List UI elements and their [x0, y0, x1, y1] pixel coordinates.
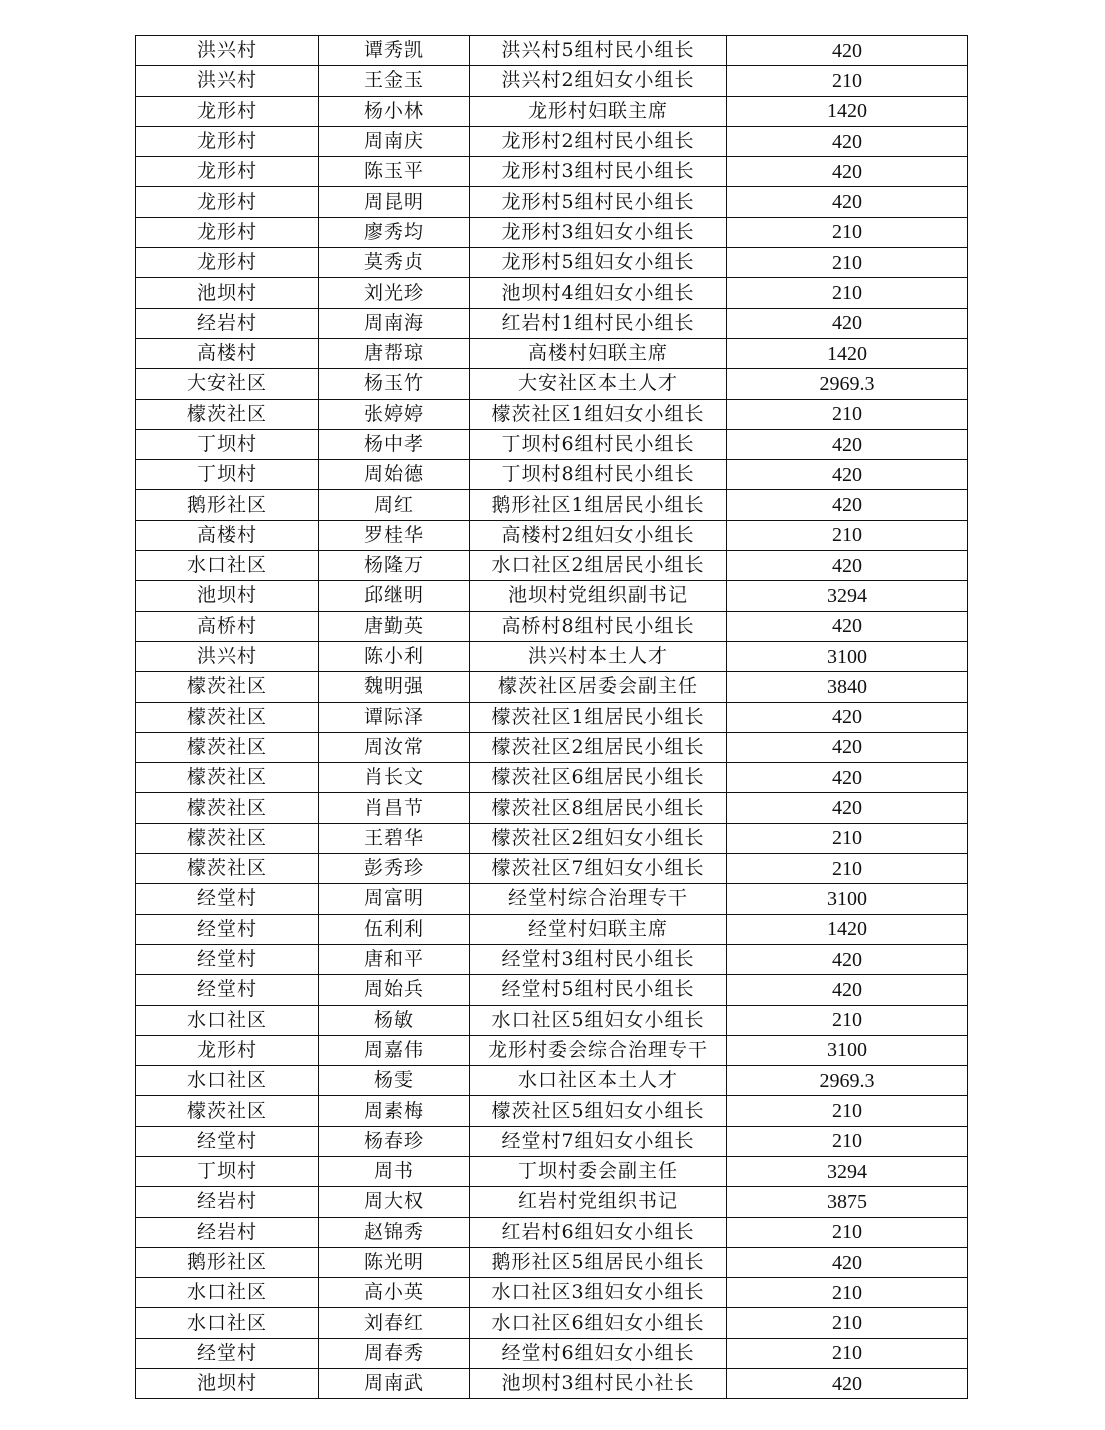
table-row	[136, 763, 968, 793]
cell-amount: 420	[727, 611, 968, 641]
cell-amount: 420	[727, 793, 968, 823]
table-row	[136, 914, 968, 944]
cell-name: 陈光明	[319, 1247, 470, 1277]
cell-name: 杨中孝	[319, 429, 470, 459]
table-row	[136, 1187, 968, 1217]
cell-position: 池坝村4组妇女小组长	[470, 278, 727, 308]
cell-amount: 3100	[727, 1035, 968, 1065]
table-row	[136, 884, 968, 914]
cell-unit: 经岩村	[136, 1217, 319, 1247]
table-row	[136, 1066, 968, 1096]
cell-amount: 420	[727, 36, 968, 66]
cell-name: 廖秀均	[319, 217, 470, 247]
table-row	[136, 187, 968, 217]
cell-name: 彭秀珍	[319, 854, 470, 884]
cell-name: 杨春珍	[319, 1126, 470, 1156]
cell-unit: 经堂村	[136, 975, 319, 1005]
cell-position: 檬茨社区2组妇女小组长	[470, 823, 727, 853]
cell-position: 洪兴村2组妇女小组长	[470, 66, 727, 96]
cell-unit: 池坝村	[136, 278, 319, 308]
cell-position: 檬茨社区1组妇女小组长	[470, 399, 727, 429]
cell-unit: 大安社区	[136, 369, 319, 399]
cell-amount: 2969.3	[727, 369, 968, 399]
cell-amount: 210	[727, 1005, 968, 1035]
table-row	[136, 641, 968, 671]
cell-position: 水口社区本土人才	[470, 1066, 727, 1096]
cell-amount: 3294	[727, 1156, 968, 1186]
cell-position: 丁坝村委会副主任	[470, 1156, 727, 1186]
cell-amount: 210	[727, 1126, 968, 1156]
cell-amount: 3100	[727, 641, 968, 671]
cell-unit: 檬茨社区	[136, 763, 319, 793]
table-row	[136, 823, 968, 853]
cell-name: 周书	[319, 1156, 470, 1186]
cell-unit: 经岩村	[136, 1187, 319, 1217]
cell-position: 红岩村党组织书记	[470, 1187, 727, 1217]
cell-unit: 丁坝村	[136, 460, 319, 490]
cell-amount: 210	[727, 1338, 968, 1368]
cell-unit: 龙形村	[136, 187, 319, 217]
table-row	[136, 520, 968, 550]
cell-position: 红岩村1组村民小组长	[470, 308, 727, 338]
cell-position: 经堂村妇联主席	[470, 914, 727, 944]
cell-amount: 1420	[727, 914, 968, 944]
cell-name: 刘光珍	[319, 278, 470, 308]
cell-unit: 高桥村	[136, 611, 319, 641]
cell-position: 龙形村妇联主席	[470, 96, 727, 126]
cell-unit: 高楼村	[136, 520, 319, 550]
cell-name: 周始兵	[319, 975, 470, 1005]
cell-amount: 420	[727, 157, 968, 187]
cell-amount: 210	[727, 823, 968, 853]
table-row	[136, 1035, 968, 1065]
cell-name: 周始德	[319, 460, 470, 490]
table-row	[136, 278, 968, 308]
cell-name: 陈小利	[319, 641, 470, 671]
cell-unit: 龙形村	[136, 1035, 319, 1065]
cell-amount: 420	[727, 429, 968, 459]
cell-name: 周昆明	[319, 187, 470, 217]
cell-unit: 龙形村	[136, 248, 319, 278]
table-row	[136, 308, 968, 338]
cell-amount: 420	[727, 460, 968, 490]
cell-amount: 1420	[727, 338, 968, 368]
cell-name: 杨隆万	[319, 551, 470, 581]
table-body	[136, 36, 968, 1399]
cell-position: 丁坝村8组村民小组长	[470, 460, 727, 490]
table-row	[136, 36, 968, 66]
cell-position: 经堂村5组村民小组长	[470, 975, 727, 1005]
cell-unit: 经堂村	[136, 884, 319, 914]
cell-amount: 2969.3	[727, 1066, 968, 1096]
cell-position: 高楼村妇联主席	[470, 338, 727, 368]
table-row	[136, 338, 968, 368]
cell-unit: 池坝村	[136, 581, 319, 611]
cell-unit: 洪兴村	[136, 641, 319, 671]
cell-unit: 高楼村	[136, 338, 319, 368]
cell-name: 唐和平	[319, 944, 470, 974]
cell-name: 周南武	[319, 1369, 470, 1399]
cell-position: 水口社区3组妇女小组长	[470, 1278, 727, 1308]
cell-position: 龙形村委会综合治理专干	[470, 1035, 727, 1065]
cell-position: 檬茨社区5组妇女小组长	[470, 1096, 727, 1126]
cell-position: 檬茨社区1组居民小组长	[470, 702, 727, 732]
cell-unit: 檬茨社区	[136, 1096, 319, 1126]
cell-name: 唐勤英	[319, 611, 470, 641]
table-row	[136, 126, 968, 156]
cell-name: 周汝常	[319, 732, 470, 762]
cell-amount: 420	[727, 944, 968, 974]
cell-name: 周春秀	[319, 1338, 470, 1368]
cell-unit: 水口社区	[136, 1308, 319, 1338]
cell-position: 水口社区5组妇女小组长	[470, 1005, 727, 1035]
cell-name: 邱继明	[319, 581, 470, 611]
cell-amount: 3100	[727, 884, 968, 914]
cell-unit: 檬茨社区	[136, 823, 319, 853]
table-row	[136, 1156, 968, 1186]
cell-name: 杨雯	[319, 1066, 470, 1096]
cell-unit: 檬茨社区	[136, 854, 319, 884]
cell-name: 周素梅	[319, 1096, 470, 1126]
cell-name: 赵锦秀	[319, 1217, 470, 1247]
cell-unit: 檬茨社区	[136, 672, 319, 702]
cell-position: 檬茨社区7组妇女小组长	[470, 854, 727, 884]
cell-unit: 水口社区	[136, 1066, 319, 1096]
cell-name: 张婷婷	[319, 399, 470, 429]
table-row	[136, 1338, 968, 1368]
table-row	[136, 1096, 968, 1126]
cell-amount: 3294	[727, 581, 968, 611]
cell-position: 檬茨社区6组居民小组长	[470, 763, 727, 793]
table-row	[136, 460, 968, 490]
cell-position: 经堂村6组妇女小组长	[470, 1338, 727, 1368]
cell-amount: 210	[727, 1308, 968, 1338]
cell-position: 龙形村2组村民小组长	[470, 126, 727, 156]
table-row	[136, 1005, 968, 1035]
table-row	[136, 66, 968, 96]
cell-name: 魏明强	[319, 672, 470, 702]
table-row	[136, 157, 968, 187]
cell-unit: 龙形村	[136, 217, 319, 247]
cell-amount: 3875	[727, 1187, 968, 1217]
cell-unit: 鹅形社区	[136, 490, 319, 520]
cell-name: 陈玉平	[319, 157, 470, 187]
cell-name: 王金玉	[319, 66, 470, 96]
cell-unit: 龙形村	[136, 96, 319, 126]
cell-unit: 经堂村	[136, 944, 319, 974]
table-row	[136, 975, 968, 1005]
cell-position: 高楼村2组妇女小组长	[470, 520, 727, 550]
cell-name: 刘春红	[319, 1308, 470, 1338]
cell-amount: 210	[727, 217, 968, 247]
cell-amount: 210	[727, 1278, 968, 1308]
table-row	[136, 490, 968, 520]
cell-position: 水口社区6组妇女小组长	[470, 1308, 727, 1338]
cell-amount: 210	[727, 278, 968, 308]
cell-unit: 檬茨社区	[136, 732, 319, 762]
cell-name: 谭际泽	[319, 702, 470, 732]
cell-amount: 210	[727, 1096, 968, 1126]
table-row	[136, 581, 968, 611]
cell-name: 罗桂华	[319, 520, 470, 550]
cell-amount: 420	[727, 490, 968, 520]
cell-position: 龙形村5组妇女小组长	[470, 248, 727, 278]
cell-amount: 1420	[727, 96, 968, 126]
cell-amount: 210	[727, 854, 968, 884]
cell-name: 周富明	[319, 884, 470, 914]
cell-name: 杨敏	[319, 1005, 470, 1035]
cell-name: 莫秀贞	[319, 248, 470, 278]
table-row	[136, 732, 968, 762]
table-row	[136, 672, 968, 702]
table-row	[136, 96, 968, 126]
cell-amount: 210	[727, 520, 968, 550]
cell-position: 洪兴村本土人才	[470, 641, 727, 671]
cell-unit: 经堂村	[136, 1126, 319, 1156]
cell-position: 红岩村6组妇女小组长	[470, 1217, 727, 1247]
cell-unit: 洪兴村	[136, 36, 319, 66]
table-row	[136, 369, 968, 399]
table-row	[136, 248, 968, 278]
cell-name: 高小英	[319, 1278, 470, 1308]
cell-unit: 水口社区	[136, 1005, 319, 1035]
cell-name: 谭秀凯	[319, 36, 470, 66]
cell-unit: 檬茨社区	[136, 399, 319, 429]
table-row	[136, 1247, 968, 1277]
cell-amount: 420	[727, 126, 968, 156]
cell-unit: 经堂村	[136, 914, 319, 944]
cell-position: 经堂村综合治理专干	[470, 884, 727, 914]
table-row	[136, 854, 968, 884]
cell-position: 龙形村3组村民小组长	[470, 157, 727, 187]
allowance-table	[135, 35, 968, 1399]
cell-name: 周南海	[319, 308, 470, 338]
cell-amount: 420	[727, 763, 968, 793]
cell-unit: 丁坝村	[136, 429, 319, 459]
cell-name: 周南庆	[319, 126, 470, 156]
cell-position: 高桥村8组村民小组长	[470, 611, 727, 641]
cell-position: 檬茨社区居委会副主任	[470, 672, 727, 702]
cell-unit: 丁坝村	[136, 1156, 319, 1186]
cell-name: 肖长文	[319, 763, 470, 793]
cell-name: 周嘉伟	[319, 1035, 470, 1065]
cell-name: 周大权	[319, 1187, 470, 1217]
cell-position: 洪兴村5组村民小组长	[470, 36, 727, 66]
cell-position: 鹅形社区1组居民小组长	[470, 490, 727, 520]
cell-amount: 210	[727, 66, 968, 96]
cell-unit: 经岩村	[136, 308, 319, 338]
cell-amount: 420	[727, 702, 968, 732]
cell-unit: 池坝村	[136, 1369, 319, 1399]
cell-position: 经堂村7组妇女小组长	[470, 1126, 727, 1156]
cell-position: 龙形村5组村民小组长	[470, 187, 727, 217]
cell-amount: 420	[727, 308, 968, 338]
table-row	[136, 217, 968, 247]
cell-position: 池坝村3组村民小社长	[470, 1369, 727, 1399]
cell-amount: 420	[727, 187, 968, 217]
table-row	[136, 1217, 968, 1247]
cell-position: 池坝村党组织副书记	[470, 581, 727, 611]
cell-name: 伍利利	[319, 914, 470, 944]
table-row	[136, 551, 968, 581]
cell-position: 鹅形社区5组居民小组长	[470, 1247, 727, 1277]
cell-amount: 420	[727, 1369, 968, 1399]
table-row	[136, 702, 968, 732]
cell-name: 肖昌节	[319, 793, 470, 823]
cell-name: 唐帮琼	[319, 338, 470, 368]
table-row	[136, 944, 968, 974]
cell-amount: 210	[727, 1217, 968, 1247]
cell-unit: 鹅形社区	[136, 1247, 319, 1277]
cell-name: 周红	[319, 490, 470, 520]
cell-position: 经堂村3组村民小组长	[470, 944, 727, 974]
cell-unit: 水口社区	[136, 1278, 319, 1308]
cell-position: 大安社区本土人才	[470, 369, 727, 399]
table-row	[136, 611, 968, 641]
table-row	[136, 399, 968, 429]
cell-position: 龙形村3组妇女小组长	[470, 217, 727, 247]
table-row	[136, 429, 968, 459]
cell-amount: 420	[727, 732, 968, 762]
cell-unit: 龙形村	[136, 157, 319, 187]
cell-amount: 210	[727, 248, 968, 278]
cell-unit: 龙形村	[136, 126, 319, 156]
cell-amount: 420	[727, 551, 968, 581]
cell-name: 杨玉竹	[319, 369, 470, 399]
cell-amount: 3840	[727, 672, 968, 702]
cell-position: 水口社区2组居民小组长	[470, 551, 727, 581]
cell-amount: 420	[727, 1247, 968, 1277]
cell-unit: 经堂村	[136, 1338, 319, 1368]
cell-unit: 檬茨社区	[136, 793, 319, 823]
cell-unit: 洪兴村	[136, 66, 319, 96]
table-row	[136, 793, 968, 823]
table-row	[136, 1308, 968, 1338]
cell-position: 檬茨社区2组居民小组长	[470, 732, 727, 762]
cell-name: 杨小林	[319, 96, 470, 126]
cell-amount: 420	[727, 975, 968, 1005]
table-row	[136, 1369, 968, 1399]
table-row	[136, 1126, 968, 1156]
cell-amount: 210	[727, 399, 968, 429]
table-row	[136, 1278, 968, 1308]
cell-unit: 檬茨社区	[136, 702, 319, 732]
cell-position: 檬茨社区8组居民小组长	[470, 793, 727, 823]
cell-position: 丁坝村6组村民小组长	[470, 429, 727, 459]
cell-unit: 水口社区	[136, 551, 319, 581]
cell-name: 王碧华	[319, 823, 470, 853]
